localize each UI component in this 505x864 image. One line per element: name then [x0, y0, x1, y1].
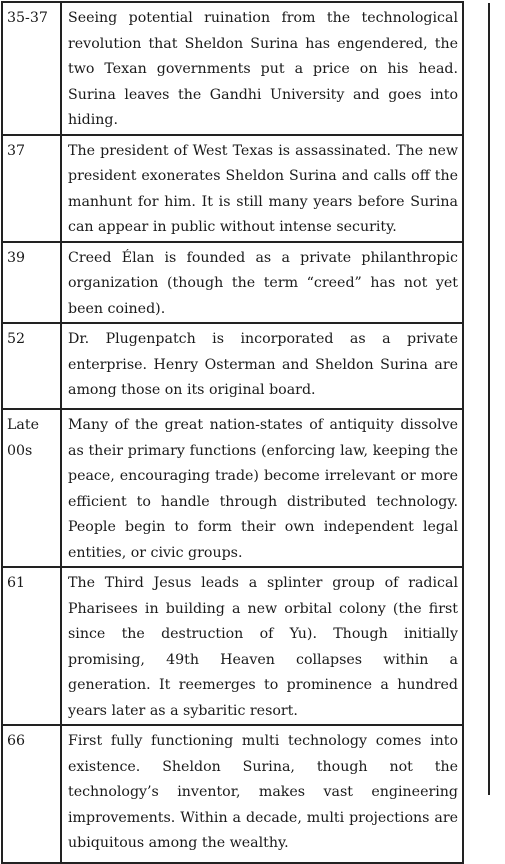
page-edge-rule: [488, 3, 490, 795]
year-cell: 37: [2, 135, 61, 242]
table-row: [2, 135, 463, 242]
table-row: [2, 409, 463, 567]
timeline-table: [1, 1, 464, 864]
table-row: [2, 2, 463, 135]
table-row: [2, 323, 463, 409]
year-cell: Late 00s: [2, 409, 61, 567]
event-cell: Creed Élan is founded as a private philanthropic organization (though the term “creed” has not yet been coined).: [61, 242, 463, 324]
table-row: [2, 567, 463, 725]
year-cell: 35-37: [2, 2, 61, 135]
year-cell: 39: [2, 242, 61, 324]
event-cell: Many of the great nation-states of antiquity dissolve as their primary functions (enforcing law, keeping the peace, encouraging trade) become irrelevant or more efficient to handle through distributed technology. People begin to form their own independent legal entities, or civic groups.: [61, 409, 463, 567]
event-cell: The Third Jesus leads a splinter group of radical Pharisees in building a new orbital colony (the first since the destruction of Yu). Though initially promising, 49th Heaven collapses within a generation. It reemerges to prominence a hundred years later as a sybaritic resort.: [61, 567, 463, 725]
year-cell: 52: [2, 323, 61, 409]
year-cell: 61: [2, 567, 61, 725]
year-cell: 66: [2, 725, 61, 863]
event-cell: Dr. Plugenpatch is incorporated as a private enterprise. Henry Osterman and Sheldon Surina are among those on its original board.: [61, 323, 463, 409]
event-cell: The president of West Texas is assassinated. The new president exonerates Sheldon Surina and calls off the manhunt for him. It is still many years before Surina can appear in public without intense security.: [61, 135, 463, 242]
table-row: [2, 725, 463, 863]
event-cell: Seeing potential ruination from the technological revolution that Sheldon Surina has engendered, the two Texan governments put a price on his head. Surina leaves the Gandhi University and goes into hiding.: [61, 2, 463, 135]
table-row: [2, 242, 463, 324]
event-cell: First fully functioning multi technology comes into existence. Sheldon Surina, though not the technology’s inventor, makes vast engineering improvements. Within a decade, multi projections are ubiquitous among the wealthy.: [61, 725, 463, 863]
